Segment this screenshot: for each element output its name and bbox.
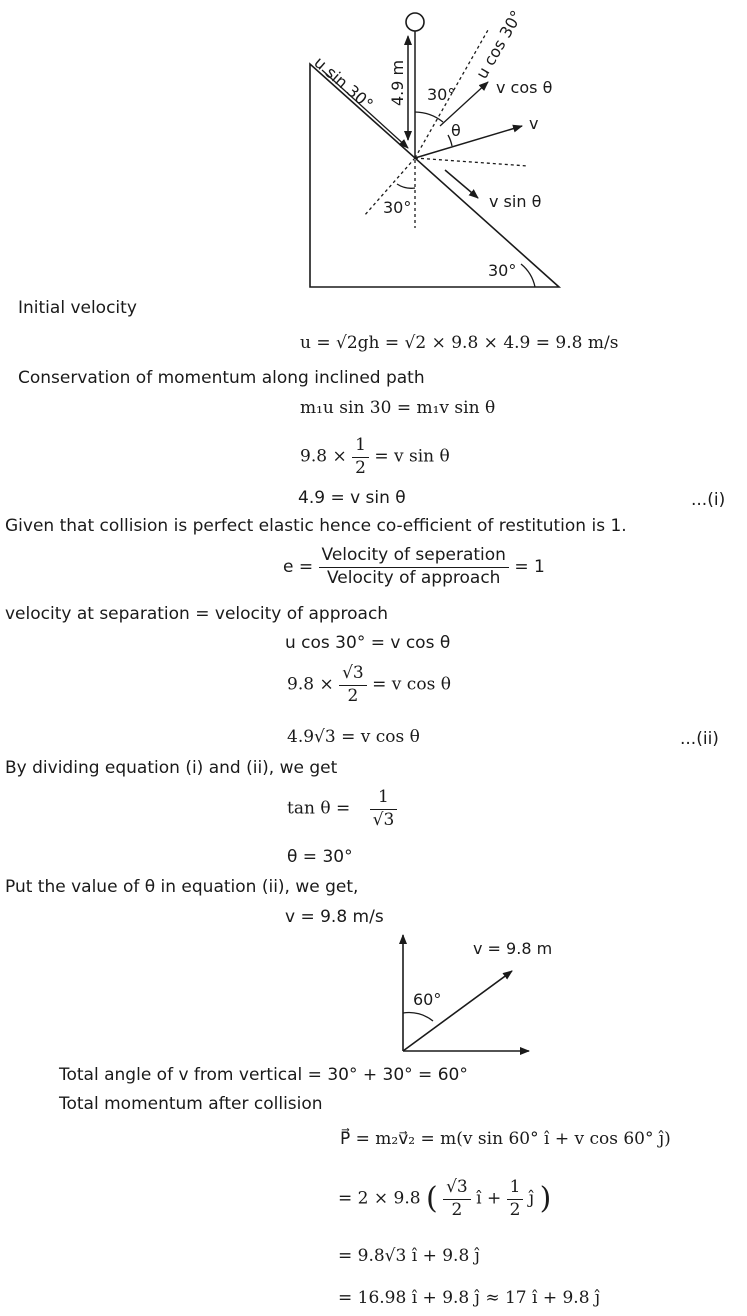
dividing-text: By dividing equation (i) and (ii), we get [5, 758, 338, 778]
velocity-separation: velocity at separation = velocity of approach [5, 604, 389, 624]
tag-ii: ...(ii) [680, 729, 719, 749]
total-momentum-label: Total momentum after collision [59, 1094, 323, 1114]
eq-49-vsin: 4.9 = v sin θ [298, 488, 406, 508]
label-30-base: 30° [488, 261, 517, 280]
p-line3: = 9.8√3 î + 9.8 ĵ [338, 1246, 480, 1266]
eq-98s-right: = v cos θ [372, 674, 451, 695]
initial-velocity-label: Initial velocity [18, 298, 137, 318]
p-line4: = 16.98 î + 9.8 ĵ ≈ 17 î + 9.8 ĵ [338, 1288, 601, 1308]
p-line2-mid: î + [476, 1188, 502, 1209]
label-49m: 4.9 m [388, 59, 407, 106]
conservation-label: Conservation of momentum along inclined path [18, 368, 425, 388]
eq-momentum: m₁u sin 30 = m₁v sin θ [300, 398, 496, 418]
eq-tan [287, 788, 397, 830]
eq-98s-left: 9.8 × [287, 674, 334, 695]
velocity-diagram [0, 925, 747, 1065]
p-line2: = 2 × 9.8 ( $\frac{√3}{2}$ î + $\frac{1}{2}$ ĵ ) [338, 1177, 552, 1220]
p-line1: P⃗ = m₂v⃗₂ = m(v sin 60° î + v cos 60° ĵ) [340, 1129, 671, 1149]
eq-98-half [300, 436, 450, 478]
e-left: e = [283, 557, 314, 578]
label-v98m: v = 9.8 m [473, 939, 553, 958]
tan-left: tan θ = [287, 798, 351, 819]
given-elastic: Given that collision is perfect elastic hence co-efficient of restitution is 1. [5, 516, 627, 536]
tan-fraction: $\frac{1}{√3}$ [370, 788, 398, 830]
eq-initial-velocity: u = √2gh = √2 × 9.8 × 4.9 = 9.8 m/s [300, 333, 619, 353]
eq-98-sqrt3 [287, 664, 451, 706]
put-value-text: Put the value of θ in equation (ii), we get, [5, 877, 359, 897]
label-30-top: 30° [427, 85, 456, 104]
tag-i: ...(i) [691, 490, 726, 510]
v-vector [403, 971, 512, 1051]
label-ucos30: u cos 30° [472, 7, 527, 83]
label-theta: θ [451, 121, 461, 140]
eq-49-sqrt3: 4.9√3 = v cos θ [287, 727, 420, 747]
p-frac-b: $\frac{1}{2}$ [507, 1178, 524, 1220]
p-line2-end: ĵ [528, 1188, 535, 1209]
v-98: v = 9.8 m/s [285, 907, 384, 927]
eq-98-half-right: = v sin θ [374, 446, 450, 467]
eq-98-half-left: 9.8 × [300, 446, 347, 467]
label-vcos: v cos θ [496, 78, 553, 97]
p-frac-a: $\frac{√3}{2}$ [443, 1178, 471, 1220]
restitution-fraction: $\frac{\text{Velocity of seperation}}{\text{Velocity of approach}}$ [319, 546, 509, 588]
p-line2-left: = 2 × 9.8 [338, 1188, 421, 1209]
sqrt3-half-fraction: $\frac{√3}{2}$ [339, 664, 367, 706]
eq-ucos30: u cos 30° = v cos θ [285, 633, 451, 653]
eq-restitution [283, 546, 545, 588]
label-60: 60° [413, 990, 442, 1009]
label-v: v [529, 114, 539, 133]
theta-30: θ = 30° [287, 847, 353, 867]
total-angle: Total angle of v from vertical = 30° + 30° = 60° [59, 1065, 468, 1085]
ball [406, 13, 424, 31]
label-usin30: u sin 30° [310, 52, 377, 114]
incline-diagram [0, 0, 747, 300]
label-vsin: v sin θ [489, 192, 542, 211]
label-30-mid: 30° [383, 198, 412, 217]
e-right: = 1 [514, 557, 545, 578]
half-fraction: $\frac{1}{2}$ [352, 436, 369, 478]
